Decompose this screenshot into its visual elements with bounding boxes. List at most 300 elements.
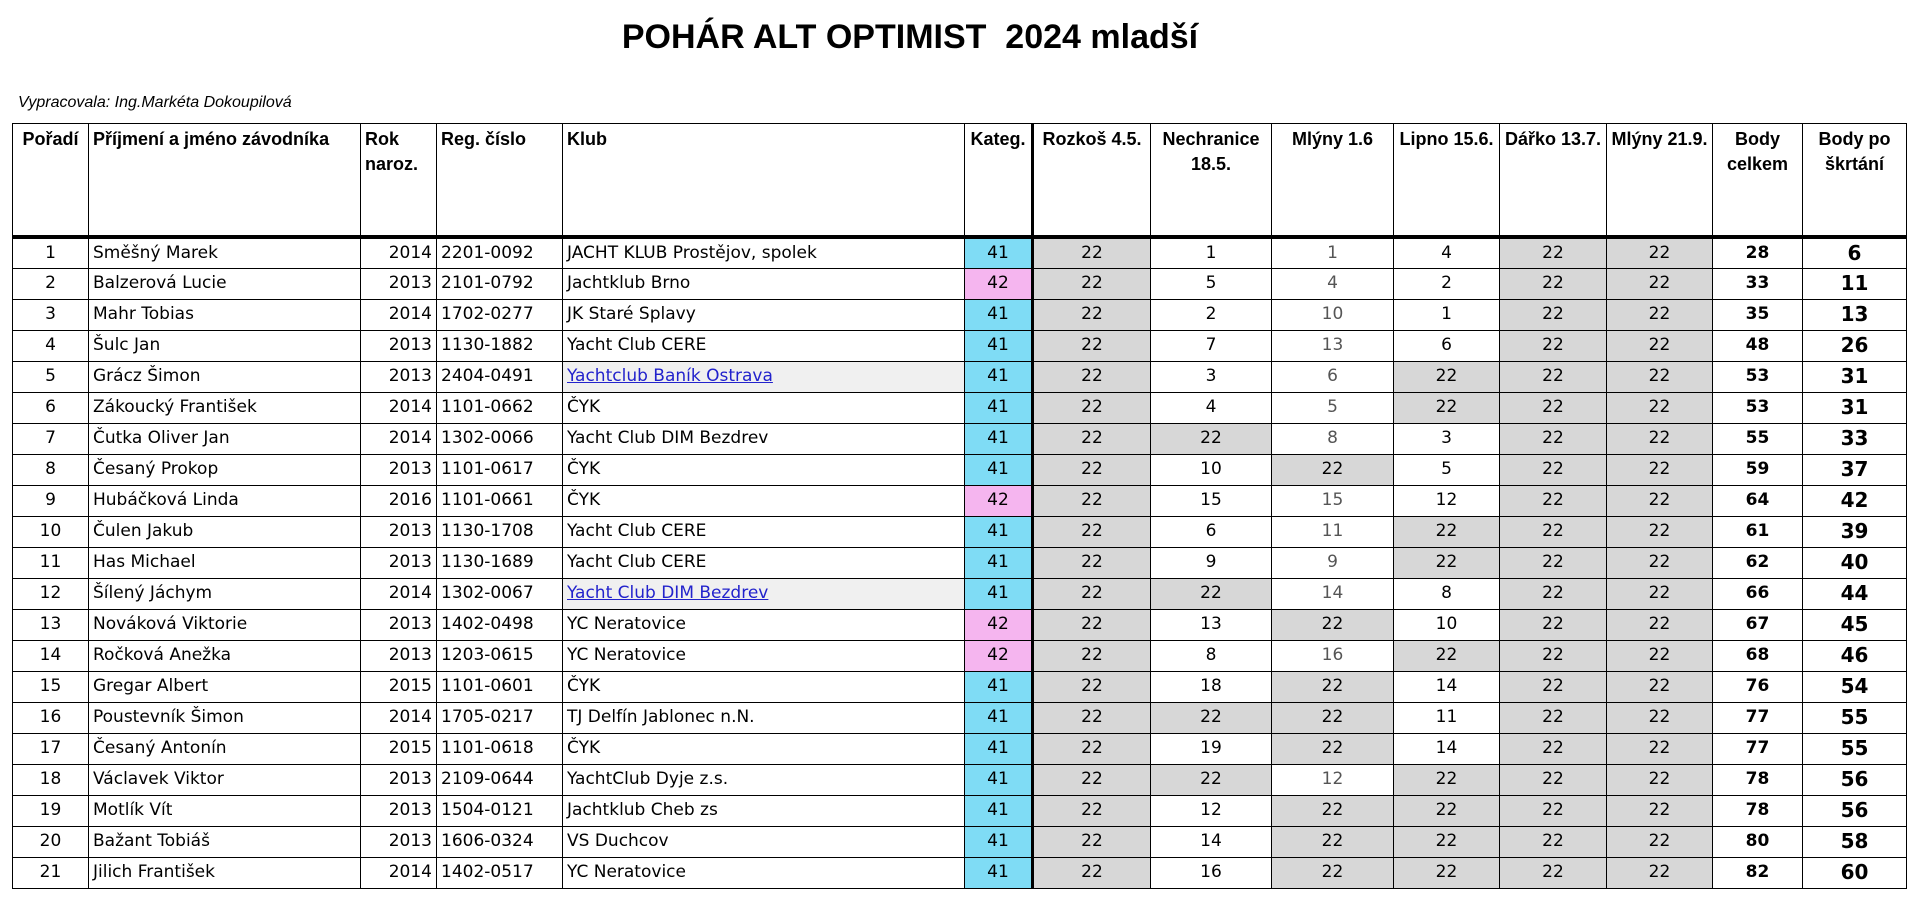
total-cell: 78 [1713,795,1803,826]
reg-number-cell: 1101-0617 [437,454,563,485]
race-3-cell: 10 [1272,299,1394,330]
race-2-cell: 5 [1151,268,1272,299]
race-5-cell: 22 [1500,857,1607,888]
birth-year-cell: 2013 [361,547,437,578]
name-cell: Václavek Viktor [89,764,361,795]
category-cell: 41 [965,671,1033,702]
table-row [13,547,1907,578]
rank-cell: 9 [13,485,89,516]
race-1-cell: 22 [1033,578,1151,609]
club-link[interactable]: Yacht Club DIM Bezdrev [567,583,769,603]
race-3-cell: 9 [1272,547,1394,578]
category-cell: 42 [965,268,1033,299]
race-6-cell: 22 [1607,392,1713,423]
race-5-cell: 22 [1500,702,1607,733]
author-note: Vypracovala: Ing.Markéta Dokoupilová [18,94,292,111]
club-cell: Jachtklub Brno [563,268,965,299]
club-cell: YachtClub Dyje z.s. [563,764,965,795]
name-cell: Nováková Viktorie [89,609,361,640]
after-discard-cell: 39 [1803,516,1907,547]
race-1-cell: 22 [1033,423,1151,454]
race-1-cell: 22 [1033,702,1151,733]
category-cell: 41 [965,547,1033,578]
birth-year-cell: 2013 [361,609,437,640]
after-discard-cell: 60 [1803,857,1907,888]
category-cell: 41 [965,826,1033,857]
birth-year-cell: 2013 [361,764,437,795]
col-header-race-5: Dářko 13.7. [1500,124,1607,237]
name-cell: Hubáčková Linda [89,485,361,516]
reg-number-cell: 2404-0491 [437,361,563,392]
category-cell: 41 [965,423,1033,454]
race-4-cell: 5 [1394,454,1500,485]
col-header-race-6: Mlýny 21.9. [1607,124,1713,237]
header-row [13,124,1907,237]
race-4-cell: 22 [1394,361,1500,392]
club-cell: VS Duchcov [563,826,965,857]
col-header-after-discard: Body po škrtání [1803,124,1907,237]
birth-year-cell: 2013 [361,516,437,547]
total-cell: 66 [1713,578,1803,609]
race-3-cell: 22 [1272,826,1394,857]
club-cell[interactable] [563,578,965,609]
race-6-cell: 22 [1607,299,1713,330]
race-1-cell: 22 [1033,299,1151,330]
race-3-cell: 8 [1272,423,1394,454]
race-5-cell: 22 [1500,578,1607,609]
name-cell: Poustevník Šimon [89,702,361,733]
race-3-cell: 14 [1272,578,1394,609]
race-6-cell: 22 [1607,423,1713,454]
rank-cell: 3 [13,299,89,330]
total-cell: 48 [1713,330,1803,361]
club-cell: ČYK [563,671,965,702]
category-cell: 41 [965,733,1033,764]
total-cell: 28 [1713,237,1803,269]
rank-cell: 15 [13,671,89,702]
race-4-cell: 22 [1394,640,1500,671]
table-row [13,485,1907,516]
name-cell: Směšný Marek [89,237,361,269]
race-3-cell: 22 [1272,733,1394,764]
race-6-cell: 22 [1607,640,1713,671]
race-6-cell: 22 [1607,485,1713,516]
race-1-cell: 22 [1033,640,1151,671]
race-2-cell: 7 [1151,330,1272,361]
rank-cell: 13 [13,609,89,640]
reg-number-cell: 1302-0067 [437,578,563,609]
race-6-cell: 22 [1607,609,1713,640]
total-cell: 61 [1713,516,1803,547]
reg-number-cell: 1101-0662 [437,392,563,423]
race-5-cell: 22 [1500,609,1607,640]
reg-number-cell: 1203-0615 [437,640,563,671]
rank-cell: 7 [13,423,89,454]
race-4-cell: 8 [1394,578,1500,609]
race-5-cell: 22 [1500,237,1607,269]
race-6-cell: 22 [1607,826,1713,857]
race-2-cell: 6 [1151,516,1272,547]
name-cell: Zákoucký František [89,392,361,423]
race-4-cell: 22 [1394,795,1500,826]
race-4-cell: 22 [1394,764,1500,795]
table-row [13,671,1907,702]
birth-year-cell: 2014 [361,423,437,454]
club-cell: ČYK [563,485,965,516]
total-cell: 33 [1713,268,1803,299]
race-1-cell: 22 [1033,237,1151,269]
race-6-cell: 22 [1607,764,1713,795]
race-6-cell: 22 [1607,671,1713,702]
race-6-cell: 22 [1607,547,1713,578]
category-cell: 41 [965,702,1033,733]
after-discard-cell: 46 [1803,640,1907,671]
col-header-name: Příjmení a jméno závodníka [89,124,361,237]
after-discard-cell: 55 [1803,733,1907,764]
rank-cell: 11 [13,547,89,578]
race-4-cell: 14 [1394,671,1500,702]
table-row [13,299,1907,330]
table-row [13,826,1907,857]
race-6-cell: 22 [1607,330,1713,361]
after-discard-cell: 33 [1803,423,1907,454]
race-5-cell: 22 [1500,547,1607,578]
race-2-cell: 3 [1151,361,1272,392]
race-2-cell: 10 [1151,454,1272,485]
col-header-race-4: Lipno 15.6. [1394,124,1500,237]
table-row [13,237,1907,269]
race-3-cell: 22 [1272,609,1394,640]
table-row [13,268,1907,299]
name-cell: Balzerová Lucie [89,268,361,299]
name-cell: Motlík Vít [89,795,361,826]
race-5-cell: 22 [1500,485,1607,516]
race-1-cell: 22 [1033,454,1151,485]
table-row [13,423,1907,454]
name-cell: Šulc Jan [89,330,361,361]
table-row [13,702,1907,733]
race-4-cell: 1 [1394,299,1500,330]
reg-number-cell: 1702-0277 [437,299,563,330]
race-6-cell: 22 [1607,361,1713,392]
race-5-cell: 22 [1500,361,1607,392]
club-cell: Yacht Club CERE [563,330,965,361]
club-cell: Yacht Club DIM Bezdrev [563,423,965,454]
col-header-rank: Pořadí [13,124,89,237]
after-discard-cell: 31 [1803,392,1907,423]
race-5-cell: 22 [1500,299,1607,330]
rank-cell: 20 [13,826,89,857]
race-3-cell: 22 [1272,671,1394,702]
race-2-cell: 15 [1151,485,1272,516]
race-3-cell: 12 [1272,764,1394,795]
category-cell: 41 [965,795,1033,826]
race-5-cell: 22 [1500,826,1607,857]
race-1-cell: 22 [1033,361,1151,392]
race-4-cell: 22 [1394,392,1500,423]
birth-year-cell: 2013 [361,361,437,392]
col-header-club: Klub [563,124,965,237]
col-header-race-3: Mlýny 1.6 [1272,124,1394,237]
race-2-cell: 16 [1151,857,1272,888]
col-header-race-1: Rozkoš 4.5. [1033,124,1151,237]
rank-cell: 8 [13,454,89,485]
race-5-cell: 22 [1500,454,1607,485]
after-discard-cell: 45 [1803,609,1907,640]
col-header-race-2: Nechranice 18.5. [1151,124,1272,237]
table-row [13,764,1907,795]
race-4-cell: 12 [1394,485,1500,516]
reg-number-cell: 1101-0618 [437,733,563,764]
category-cell: 41 [965,516,1033,547]
race-4-cell: 3 [1394,423,1500,454]
rank-cell: 16 [13,702,89,733]
category-cell: 41 [965,857,1033,888]
race-1-cell: 22 [1033,485,1151,516]
name-cell: Bažant Tobiáš [89,826,361,857]
race-2-cell: 14 [1151,826,1272,857]
club-cell: YC Neratovice [563,609,965,640]
birth-year-cell: 2013 [361,454,437,485]
race-4-cell: 22 [1394,547,1500,578]
table-row [13,795,1907,826]
after-discard-cell: 37 [1803,454,1907,485]
race-5-cell: 22 [1500,516,1607,547]
category-cell: 41 [965,392,1033,423]
rank-cell: 18 [13,764,89,795]
race-1-cell: 22 [1033,795,1151,826]
race-5-cell: 22 [1500,671,1607,702]
race-2-cell: 22 [1151,578,1272,609]
table-row [13,609,1907,640]
race-1-cell: 22 [1033,857,1151,888]
club-link[interactable]: Yachtclub Baník Ostrava [567,366,773,386]
race-3-cell: 22 [1272,702,1394,733]
race-2-cell: 2 [1151,299,1272,330]
reg-number-cell: 1705-0217 [437,702,563,733]
total-cell: 82 [1713,857,1803,888]
race-1-cell: 22 [1033,268,1151,299]
after-discard-cell: 56 [1803,795,1907,826]
after-discard-cell: 31 [1803,361,1907,392]
page-title: POHÁR ALT OPTIMIST 2024 mladší [621,18,1199,56]
table-row [13,392,1907,423]
rank-cell: 14 [13,640,89,671]
race-5-cell: 22 [1500,640,1607,671]
category-cell: 42 [965,485,1033,516]
race-5-cell: 22 [1500,795,1607,826]
race-2-cell: 22 [1151,764,1272,795]
race-6-cell: 22 [1607,733,1713,764]
table-row [13,857,1907,888]
table-row [13,454,1907,485]
race-4-cell: 22 [1394,826,1500,857]
name-cell: Jilich František [89,857,361,888]
race-3-cell: 6 [1272,361,1394,392]
name-cell: Šílený Jáchym [89,578,361,609]
rank-cell: 1 [13,237,89,269]
club-cell: Yacht Club CERE [563,547,965,578]
race-5-cell: 22 [1500,733,1607,764]
after-discard-cell: 58 [1803,826,1907,857]
race-6-cell: 22 [1607,795,1713,826]
category-cell: 42 [965,609,1033,640]
birth-year-cell: 2013 [361,330,437,361]
col-header-birth-year: Rok naroz. [361,124,437,237]
table-row [13,330,1907,361]
birth-year-cell: 2015 [361,671,437,702]
race-1-cell: 22 [1033,609,1151,640]
birth-year-cell: 2013 [361,826,437,857]
race-1-cell: 22 [1033,733,1151,764]
race-2-cell: 12 [1151,795,1272,826]
race-3-cell: 5 [1272,392,1394,423]
col-header-total: Body celkem [1713,124,1803,237]
race-5-cell: 22 [1500,268,1607,299]
reg-number-cell: 1130-1708 [437,516,563,547]
race-4-cell: 4 [1394,237,1500,269]
race-4-cell: 22 [1394,516,1500,547]
race-1-cell: 22 [1033,330,1151,361]
club-cell: ČYK [563,454,965,485]
total-cell: 64 [1713,485,1803,516]
race-2-cell: 1 [1151,237,1272,269]
rank-cell: 4 [13,330,89,361]
category-cell: 41 [965,299,1033,330]
rank-cell: 2 [13,268,89,299]
category-cell: 41 [965,578,1033,609]
name-cell: Has Michael [89,547,361,578]
table-row [13,516,1907,547]
reg-number-cell: 1402-0517 [437,857,563,888]
reg-number-cell: 1402-0498 [437,609,563,640]
category-cell: 41 [965,454,1033,485]
total-cell: 78 [1713,764,1803,795]
after-discard-cell: 6 [1803,237,1907,269]
race-5-cell: 22 [1500,392,1607,423]
birth-year-cell: 2014 [361,299,437,330]
name-cell: Čulen Jakub [89,516,361,547]
name-cell: Čutka Oliver Jan [89,423,361,454]
race-2-cell: 8 [1151,640,1272,671]
race-3-cell: 1 [1272,237,1394,269]
race-3-cell: 22 [1272,795,1394,826]
race-6-cell: 22 [1607,237,1713,269]
category-cell: 41 [965,330,1033,361]
birth-year-cell: 2013 [361,640,437,671]
after-discard-cell: 56 [1803,764,1907,795]
race-4-cell: 2 [1394,268,1500,299]
after-discard-cell: 55 [1803,702,1907,733]
race-2-cell: 4 [1151,392,1272,423]
table-row [13,640,1907,671]
club-cell: Yacht Club CERE [563,516,965,547]
total-cell: 53 [1713,392,1803,423]
total-cell: 67 [1713,609,1803,640]
race-2-cell: 13 [1151,609,1272,640]
club-cell: YC Neratovice [563,857,965,888]
reg-number-cell: 2201-0092 [437,237,563,269]
reg-number-cell: 1130-1689 [437,547,563,578]
race-3-cell: 22 [1272,857,1394,888]
reg-number-cell: 2109-0644 [437,764,563,795]
rank-cell: 19 [13,795,89,826]
total-cell: 55 [1713,423,1803,454]
rank-cell: 6 [13,392,89,423]
race-4-cell: 14 [1394,733,1500,764]
club-cell[interactable] [563,361,965,392]
club-cell: ČYK [563,392,965,423]
race-6-cell: 22 [1607,857,1713,888]
after-discard-cell: 26 [1803,330,1907,361]
total-cell: 77 [1713,702,1803,733]
race-3-cell: 22 [1272,454,1394,485]
race-4-cell: 10 [1394,609,1500,640]
birth-year-cell: 2014 [361,578,437,609]
race-1-cell: 22 [1033,392,1151,423]
reg-number-cell: 2101-0792 [437,268,563,299]
race-1-cell: 22 [1033,516,1151,547]
name-cell: Ročková Anežka [89,640,361,671]
reg-number-cell: 1130-1882 [437,330,563,361]
club-cell: Jachtklub Cheb zs [563,795,965,826]
race-5-cell: 22 [1500,330,1607,361]
race-4-cell: 22 [1394,857,1500,888]
reg-number-cell: 1101-0601 [437,671,563,702]
birth-year-cell: 2013 [361,795,437,826]
name-cell: Česaný Antonín [89,733,361,764]
birth-year-cell: 2014 [361,702,437,733]
table-row [13,578,1907,609]
total-cell: 59 [1713,454,1803,485]
name-cell: Česaný Prokop [89,454,361,485]
name-cell: Grácz Šimon [89,361,361,392]
rank-cell: 17 [13,733,89,764]
total-cell: 53 [1713,361,1803,392]
after-discard-cell: 11 [1803,268,1907,299]
race-2-cell: 9 [1151,547,1272,578]
total-cell: 62 [1713,547,1803,578]
name-cell: Mahr Tobias [89,299,361,330]
club-cell: YC Neratovice [563,640,965,671]
results-table [12,123,1907,889]
birth-year-cell: 2014 [361,392,437,423]
birth-year-cell: 2016 [361,485,437,516]
total-cell: 35 [1713,299,1803,330]
name-cell: Gregar Albert [89,671,361,702]
birth-year-cell: 2014 [361,237,437,269]
category-cell: 41 [965,764,1033,795]
race-5-cell: 22 [1500,423,1607,454]
after-discard-cell: 13 [1803,299,1907,330]
table-row [13,733,1907,764]
race-1-cell: 22 [1033,764,1151,795]
birth-year-cell: 2014 [361,857,437,888]
race-1-cell: 22 [1033,826,1151,857]
reg-number-cell: 1606-0324 [437,826,563,857]
race-6-cell: 22 [1607,516,1713,547]
race-4-cell: 11 [1394,702,1500,733]
rank-cell: 5 [13,361,89,392]
race-2-cell: 19 [1151,733,1272,764]
race-6-cell: 22 [1607,454,1713,485]
after-discard-cell: 44 [1803,578,1907,609]
category-cell: 42 [965,640,1033,671]
race-3-cell: 15 [1272,485,1394,516]
reg-number-cell: 1504-0121 [437,795,563,826]
race-4-cell: 6 [1394,330,1500,361]
total-cell: 80 [1713,826,1803,857]
